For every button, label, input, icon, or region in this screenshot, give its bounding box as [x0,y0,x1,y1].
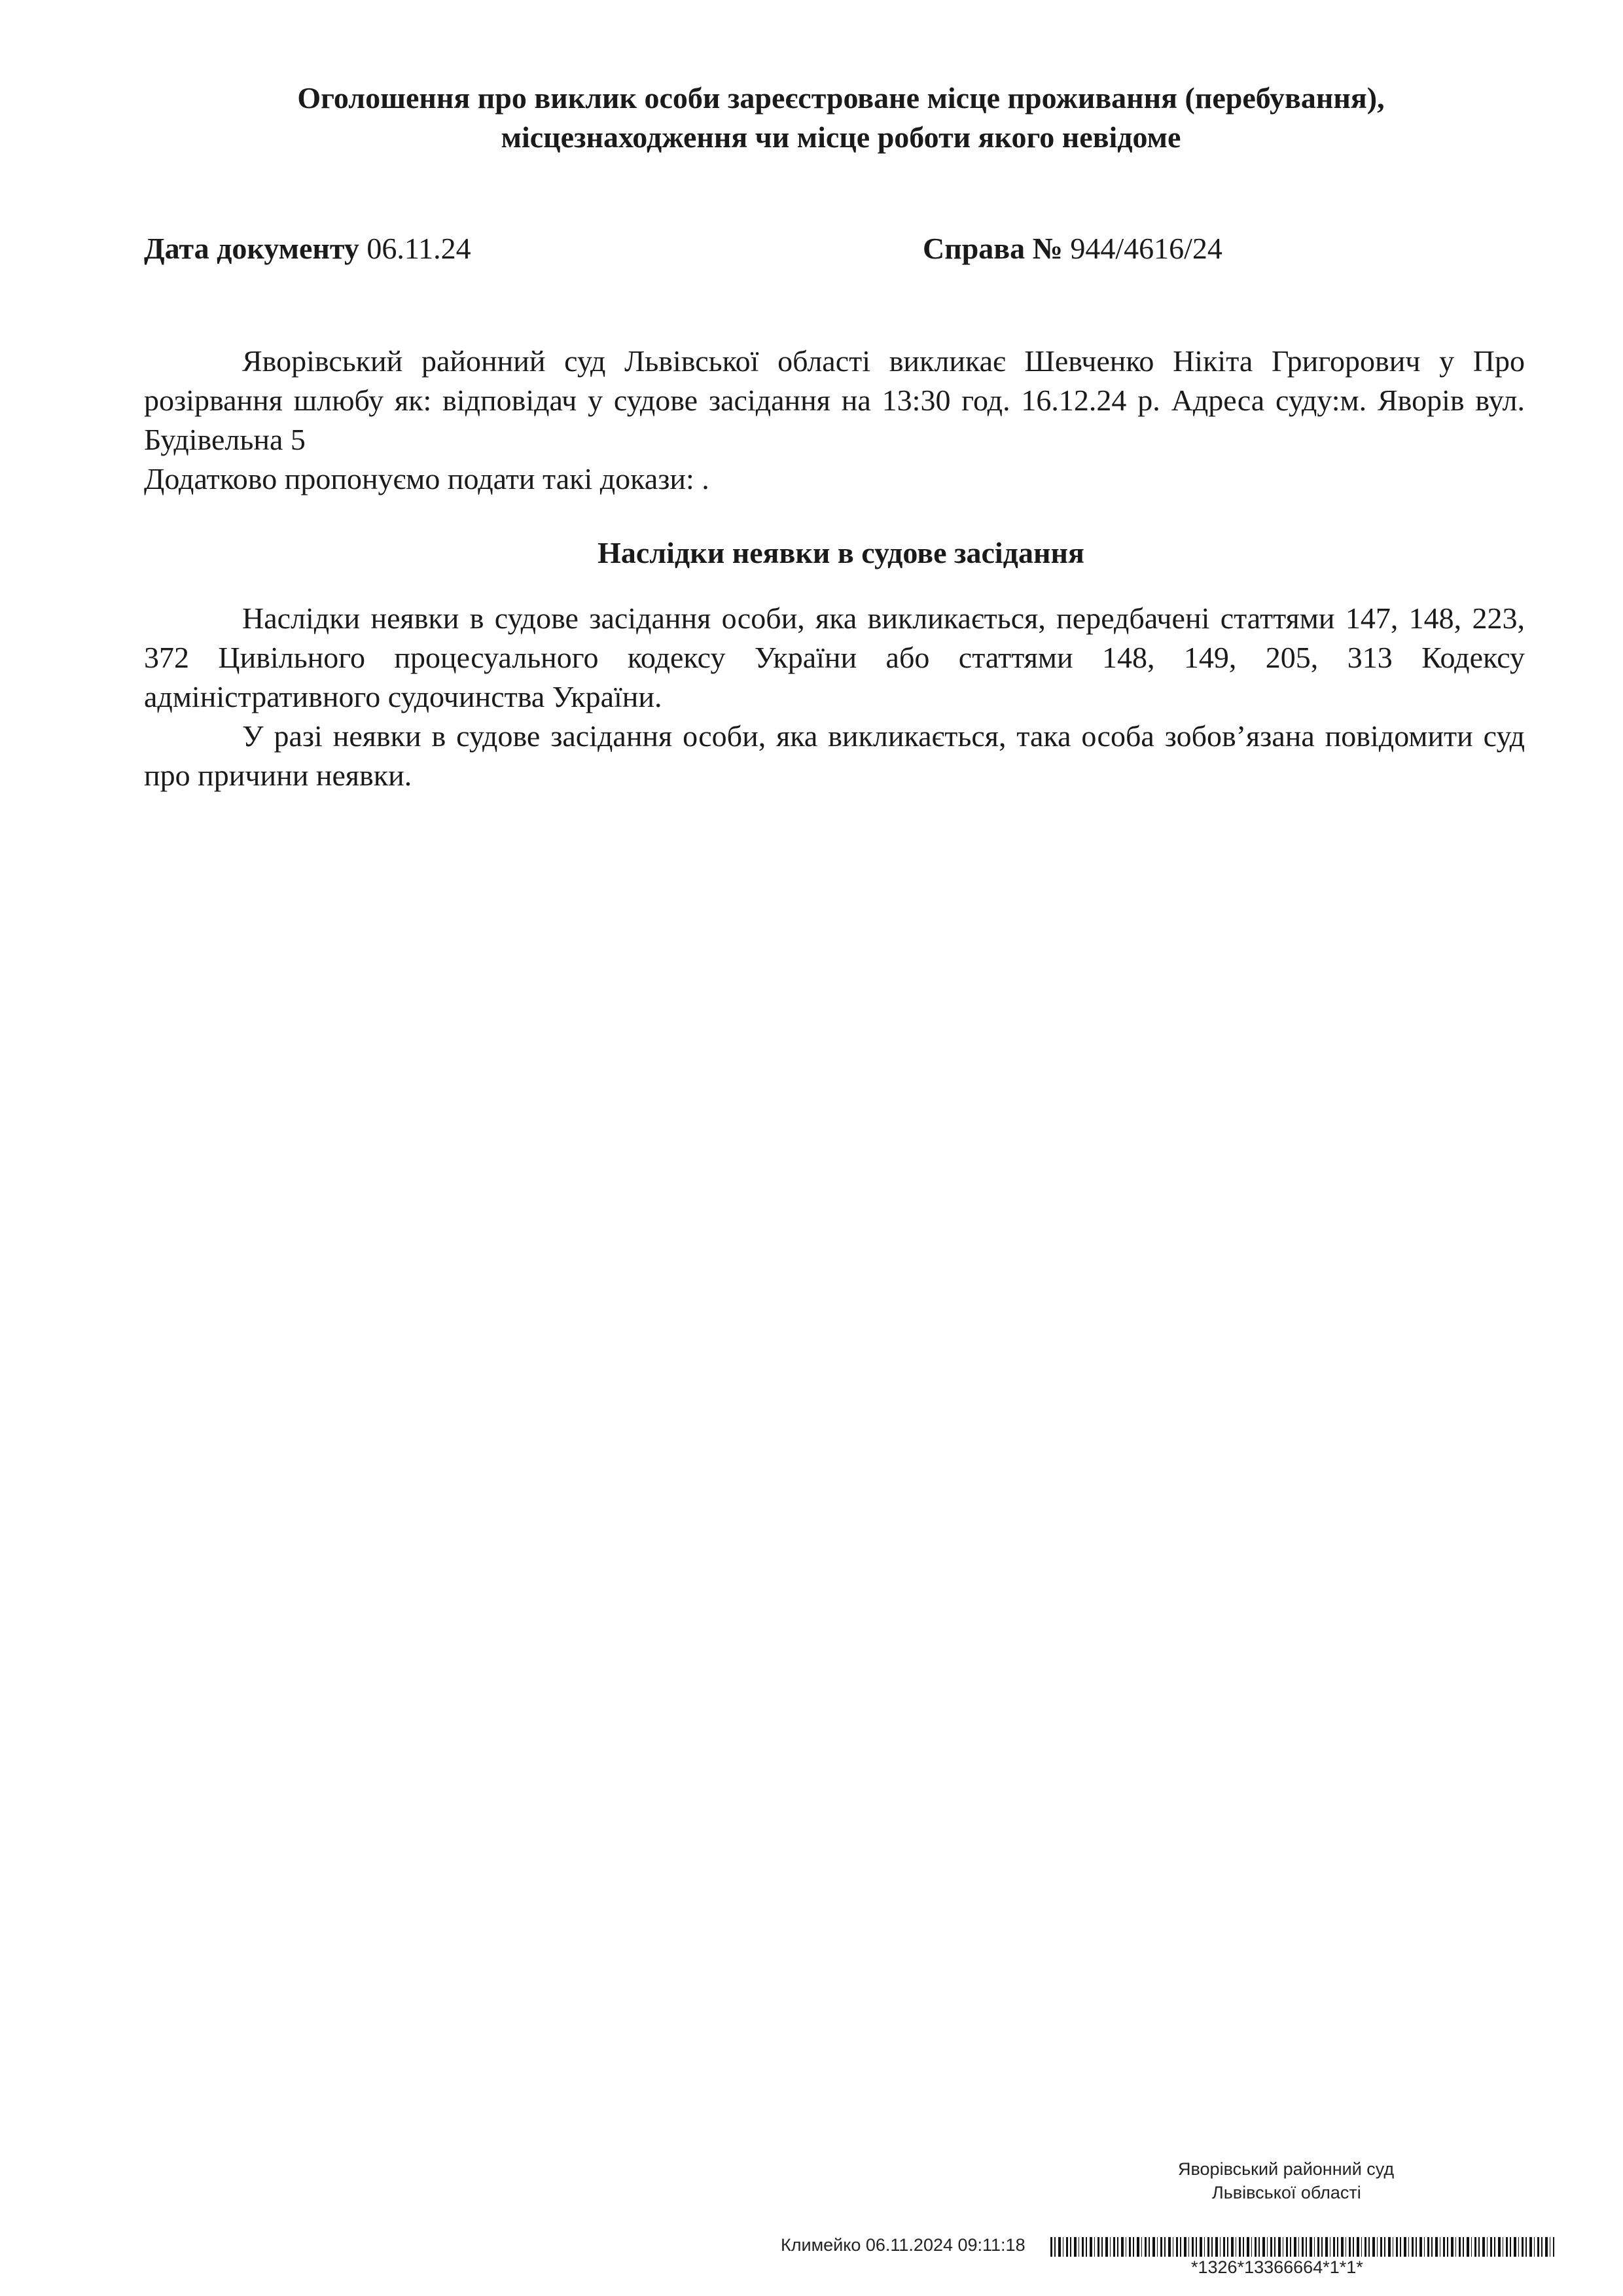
consequences-paragraph-2: У разі неявки в судове засідання особи, яка викликається, така особа зобов’язана повідомити суд про причини неявки. [144,719,1525,792]
date-value: 06.11.24 [366,232,471,265]
case-number [923,229,1222,268]
title-line-1: Оголошення про виклик особи зареєстроване місце проживання (перебування), [297,81,1385,115]
stamp-court-line-2: Львівської області [1212,2183,1361,2202]
barcode [1050,2237,1554,2257]
stamp-court-line-1: Яворівський районний суд [1178,2159,1395,2179]
case-label: Справа № [923,232,1063,265]
date-label: Дата документу [144,232,359,265]
evidence-paragraph: Додатково пропонуємо подати такі докази: . [144,462,709,495]
title-line-2: місцезнаходження чи місце роботи якого невідоме [501,120,1181,154]
summons-paragraph: Яворівський районний суд Львівської області викликає Шевченко Нікіта Григорович у Про розірвання шлюбу як: відповідач у судове засідання на 13:30 год. 16.12.24 р. Адреса суду:м. Яворів вул. Будівельна 5 [144,344,1525,456]
stamp-signer: Климейко 06.11.2024 09:11:18 [781,2235,1026,2255]
case-value: 944/4616/24 [1070,232,1222,265]
barcode-code: *1326*13366664*1*1* [1191,2257,1363,2277]
document-title [144,79,1538,157]
consequences-heading: Наслідки неявки в судове засідання [597,536,1084,569]
document-date [144,229,471,268]
consequences-paragraph-1: Наслідки неявки в судове засідання особи, яка викликається, передбачені статтями 147, 148, 223, 372 Цивільного процесуального кодексу України або статтями 148, 149, 205, 313 Кодексу адміністративного судочинства України. [144,601,1525,713]
